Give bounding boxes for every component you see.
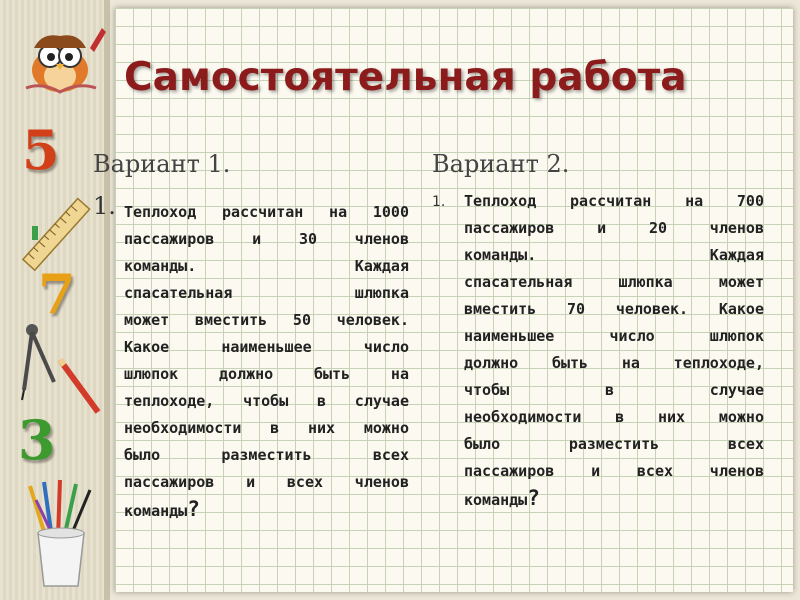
task-line: пассажиров и всех членов [464,462,764,480]
task-line: шлюпок должно быть на [124,365,409,383]
variant-1-task-number: 1. [93,192,116,220]
compass-icon [10,320,105,420]
task-line: Теплоход рассчитан на 700 [464,192,764,210]
task-line: пассажиров и 30 членов [124,230,409,248]
task-line: должно быть на теплоходе, [464,354,764,372]
task-line: спасательная шлюпка может [464,273,764,291]
variant-1-task-text [124,199,409,525]
task-line: Какое наименьшее число [124,338,409,356]
task-line-last [464,485,764,514]
task-line: теплоходе, чтобы в случае [124,392,409,410]
task-line: вместить 70 человек. Какое [464,300,764,318]
variant-2-task-text [464,188,764,514]
task-line: Теплоход рассчитан на 1000 [124,203,409,221]
owl-mascot-icon [12,18,112,98]
variant-1-heading: Вариант 1. [93,150,231,178]
task-line: было разместить всех [464,435,764,453]
variant-2-heading: Вариант 2. [432,150,570,178]
variant-2-task-number: 1. [432,194,446,210]
page-title: Самостоятельная работа [124,55,687,100]
question-mark: ? [187,497,200,521]
task-line: необходимости в них можно [464,408,764,426]
task-line-last [124,496,409,525]
task-line: команды. Каждая [124,257,409,275]
pencil-cup-icon [16,478,106,593]
task-line: может вместить 50 человек. [124,311,409,329]
question-mark: ? [527,486,540,510]
task-line: пассажиров и 20 членов [464,219,764,237]
task-line: команды. Каждая [464,246,764,264]
task-line: необходимости в них можно [124,419,409,437]
digit-5-icon: 5 [22,118,60,182]
digit-3-icon: 3 [18,408,56,472]
task-line: было разместить всех [124,446,409,464]
task-last-word: команды [124,502,188,520]
task-last-word: команды [464,491,528,509]
task-line: наименьшее число шлюпок [464,327,764,345]
digit-7-icon: 7 [38,262,76,326]
task-line: пассажиров и всех членов [124,473,409,491]
task-line: чтобы в случае [464,381,764,399]
task-line: спасательная шлюпка [124,284,409,302]
